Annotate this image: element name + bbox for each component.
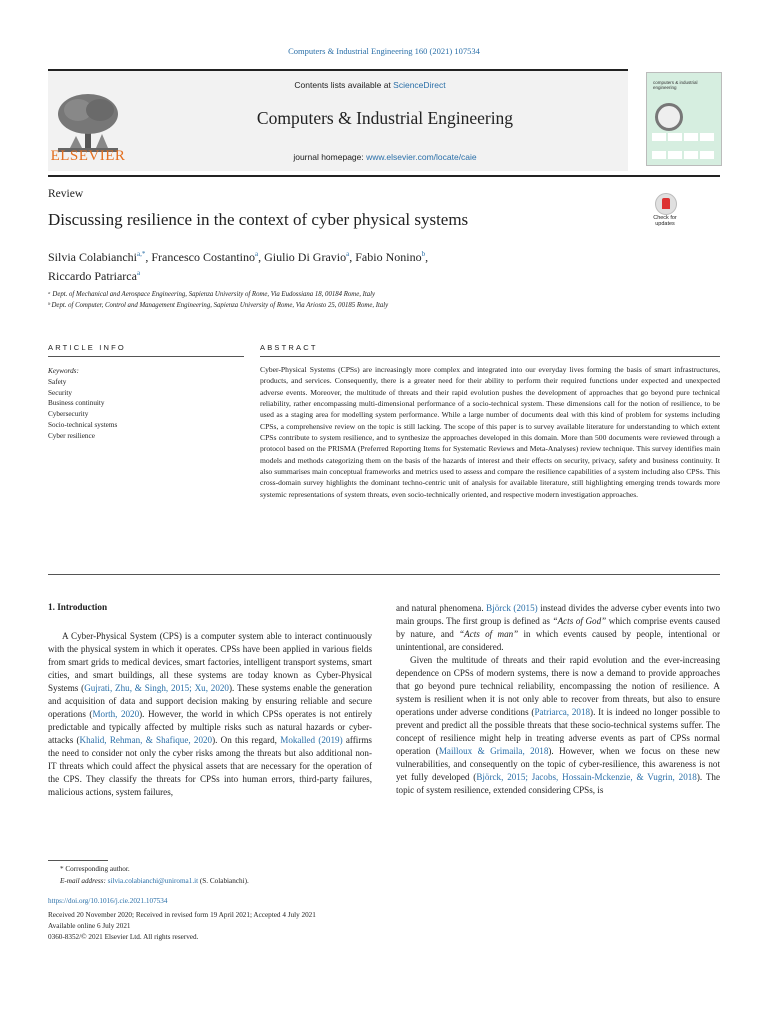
author-name[interactable]: Francesco Costantino: [151, 250, 256, 264]
citation-link[interactable]: Mailloux & Grimaila, 2018: [438, 746, 549, 756]
copyright-line: 0360-8352/© 2021 Elsevier Ltd. All rights reserved.: [48, 933, 199, 941]
section-separator: [48, 574, 720, 575]
author-separator: ,: [349, 250, 356, 264]
author-separator: ,: [258, 250, 265, 264]
journal-homepage-link[interactable]: www.elsevier.com/locate/caie: [366, 152, 477, 162]
corresponding-author-note: * Corresponding author.: [60, 865, 130, 873]
contents-line: [130, 80, 610, 90]
body-column-left: [48, 630, 372, 799]
abstract-heading: ABSTRACT: [260, 343, 318, 352]
keyword: Cybersecurity: [48, 410, 89, 419]
author-list: [48, 246, 588, 284]
keywords-label: Keywords:: [48, 367, 79, 375]
keyword: Security: [48, 388, 72, 397]
author-affil-marker[interactable]: b: [421, 250, 426, 258]
homepage-line: [130, 152, 640, 162]
article-title: Discussing resilience in the context of cyber physical systems: [48, 210, 469, 229]
author-name[interactable]: Fabio Nonino: [355, 250, 422, 264]
author-affil-marker[interactable]: a,*: [137, 250, 146, 258]
journal-citation-link[interactable]: Computers & Industrial Engineering 160 (2021) 107534: [288, 46, 480, 56]
citation-link[interactable]: Björck, 2015; Jacobs, Hossain-Mckenzie, & Vugrin, 2018: [476, 772, 697, 782]
keyword: Socio-technical systems: [48, 420, 118, 429]
citation-link[interactable]: Gujrati, Zhu, & Singh, 2015; Xu, 2020: [84, 683, 229, 693]
article-type: Review: [48, 188, 84, 200]
info-rule: [48, 356, 244, 357]
affiliation-a: ᵃ Dept. of Mechanical and Aerospace Engineering, Sapienza University of Rome, Via Eudossiana 18, 00184 Rome, Italy: [48, 291, 376, 298]
introduction-heading: 1. Introduction: [48, 602, 108, 612]
publisher-wordmark: ELSEVIER: [50, 148, 126, 164]
journal-title: Computers & Industrial Engineering: [256, 108, 514, 128]
author-name[interactable]: Silvia Colabianchi: [48, 250, 137, 264]
author-separator: ,: [425, 250, 429, 264]
doi-link[interactable]: https://doi.org/10.1016/j.cie.2021.107534: [48, 897, 168, 905]
check-for-updates-button[interactable]: [647, 193, 683, 233]
keywords-list: [48, 366, 117, 442]
abstract-rule: [260, 356, 720, 357]
paragraph: A Cyber-Physical System (CPS) is a computer system able to interact continuously with the physical system in which it operates. CPSs have been applied in various fields from smart grids to medical devices, smart factories, intelligent transport systems, smart cities, and smart buildings, all these systems are today known as Cyber-Physical Systems (Gujrati, Zhu, & Singh, 2015; Xu, 2020). These systems enable the generation and acquisition of data and support decision making by ensuring reliable and secure operations (Morth, 2020). However, the world in which CPSs operates is not entirely predictable and typically affected by multiple risks such as natural hazards or cyber-attacks (Khalid, Rehman, & Shafique, 2020). On this regard, Mokalled (2019) affirms the need to consider not only the cyber risks among the threats but also additional non-IT threats which could affect the physical assets that are necessary for the operation of the CPS. They classify the threats for CPSs into human errors, third-party failures, malicious actions, system failures,: [48, 631, 373, 797]
received-dates: Received 20 November 2020; Received in revised form 19 April 2021; Accepted 4 July 2021: [48, 911, 316, 919]
cover-title: computers & industrial engineering: [653, 80, 698, 90]
citation-link[interactable]: Khalid, Rehman, & Shafique, 2020: [79, 735, 213, 745]
author-name[interactable]: Riccardo Patriarca: [48, 269, 137, 283]
keyword: Cyber resilience: [48, 431, 95, 440]
contents-prefix: Contents lists available at: [294, 80, 394, 90]
citation-link[interactable]: Björck (2015): [486, 603, 538, 613]
email-line: E-mail address: silvia.colabianchi@uniroma1.it (S. Colabianchi).: [60, 876, 249, 885]
keyword: Safety: [48, 377, 67, 386]
paragraph: Given the multitude of threats and their rapid evolution and the ever-increasing dependence on CPSs of modern systems, there is now a demand to provide approaches that go beyond pure technical reliability, encompassing the notion of resilience. A system is resilient when it is not only able to recover from threats, but also to ensure operations under adverse conditions (Patriarca, 2018). It is indeed no longer possible to prevent and predict all the possible threats that these socio-technical systems suffer. The concept of resilience might help in treating adverse events as part of CPSs normal operation (Mailloux & Grimaila, 2018). However, when we focus on these new vulnerabilities, and consequently on the topic of cyber-resilience, this awareness is not yet fully developed (Björck, 2015; Jacobs, Hossain-Mckenzie, & Vugrin, 2018). The topic of system resilience, extended considering CPSs, is: [396, 655, 720, 795]
bookmark-icon: [655, 193, 677, 215]
author-name[interactable]: Giulio Di Gravio: [264, 250, 347, 264]
affiliation-b: ᵇ Dept. of Computer, Control and Management Engineering, Sapienza University of Rome, Via Ariosto 25, 00185 Rome, Italy: [48, 302, 389, 309]
body-column-right: [396, 602, 720, 797]
footnote: [48, 864, 249, 887]
homepage-prefix: journal homepage:: [293, 152, 367, 162]
abstract-body: Cyber-Physical Systems (CPSs) are increasingly more complex and integrated into our everyday lives forming the basis of smart infrastructures, products, and services. Consequently, there is a greater need for their ability to perform their required functions under expected and unexpected adverse events. Moreover, the multitude of threats and their rapid evolution pushes the development of approaches that go beyond pure technical reliability, rather encompassing multi-dimensional performance of a socio-technical system. These dimensions call for the notion of resilience, to be used as a staging area for modelling system performance. While a large number of documents deal with this kind of problem for systems including CPSs, a comprehensive review on the topic is still lacking. The scope of this paper is to survey available literature for understanding to which extent CPSs contribute to system resilience, and to synthesize the approaches developed in this domain. More than 500 documents were reviewed through a protocol based on the PRISMA (Preferred Reporting Items for Systematic Reviews and Meta-Analyses) review technique. This survey identifies main models and methods categorizing them on the basis of the hazards of interest and their effects on security, privacy, safety and business continuity. It also summarises main conceptual frameworks and metrics used to assess and compare the resilience capabilities of a system including also CPSs. This cross-domain survey highlights the dominant techno-centric unit of analysis for available literature, still highlighting emerging trends towards more systemic representations of system threats, even socio-technically oriented, and respective modern investigation approaches.: [260, 365, 720, 499]
citation-link[interactable]: Mokalled (2019): [280, 735, 343, 745]
author-separator: ,: [145, 250, 152, 264]
author-affil-marker[interactable]: a: [255, 250, 259, 258]
journal-cover-thumbnail[interactable]: [646, 72, 722, 166]
citation-link[interactable]: Patriarca, 2018: [534, 707, 591, 717]
header-bottom-rule: [48, 175, 720, 177]
sciencedirect-link[interactable]: ScienceDirect: [393, 80, 446, 90]
author-affil-marker[interactable]: a: [136, 269, 141, 277]
check-updates-label: Check for updates: [653, 215, 677, 228]
author-affil-marker[interactable]: a: [346, 250, 350, 258]
available-online: Available online 6 July 2021: [48, 922, 131, 930]
article-info-heading: ARTICLE INFO: [48, 343, 126, 352]
footnote-rule: [48, 860, 108, 861]
citation-link[interactable]: Morth, 2020: [92, 709, 140, 719]
keyword: Business continuity: [48, 399, 105, 408]
paragraph: and natural phenomena. Björck (2015) instead divides the adverse cyber events into two main groups. The first group is defined as “Acts of God” which comprise events caused by nature, and “Acts of man” in which events caused by people, intentional or unintentional, are considered.: [396, 603, 721, 652]
top-rule: [48, 69, 628, 71]
cover-emblem-icon: [655, 103, 683, 131]
email-link[interactable]: silvia.colabianchi@uniroma1.it: [107, 876, 199, 885]
